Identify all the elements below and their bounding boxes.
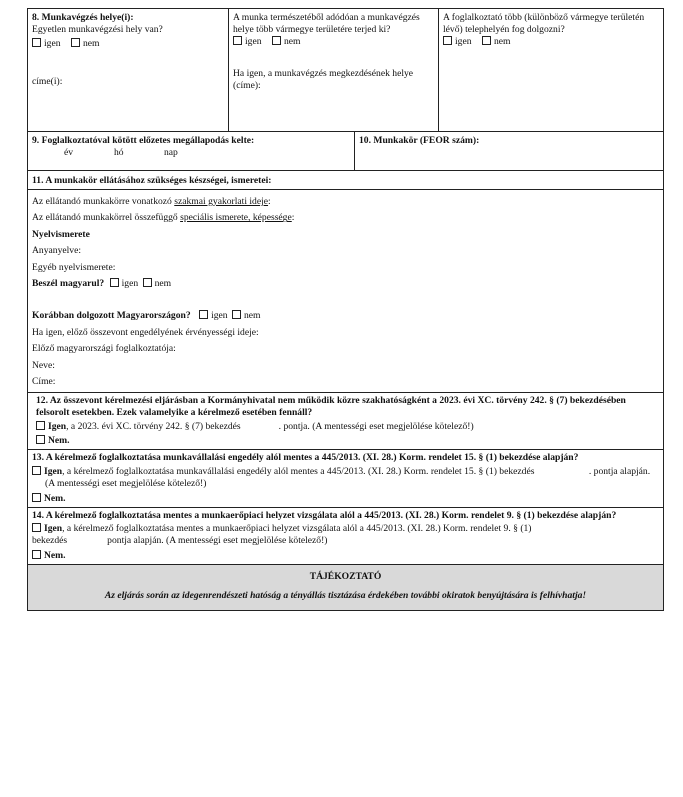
- worked-yes-checkbox[interactable]: [199, 310, 208, 319]
- multi-site-question: A foglalkoztató több (különböző vármegye területén lévő) telephelyén fog dolgozni?: [443, 12, 645, 35]
- s13-no-checkbox[interactable]: [32, 493, 41, 502]
- single-no-label: nem: [82, 37, 100, 49]
- site-no-label: nem: [493, 35, 511, 47]
- speaks-hungarian-question: Beszél magyarul?: [32, 278, 105, 290]
- s13-yes-label: Igen: [44, 466, 63, 478]
- section-10-title: 10. Munkakör (FEOR szám):: [359, 135, 480, 146]
- previous-permit-validity: Ha igen, előző összevont engedélyének érvényességi ideje:: [32, 326, 259, 338]
- feor-cell: [354, 132, 663, 170]
- work-location-cell: [28, 9, 228, 131]
- language-heading: Nyelvismerete: [32, 228, 90, 240]
- previous-employer: Előző magyarországi foglalkoztatója:: [32, 343, 176, 355]
- year-label: év: [64, 146, 74, 158]
- section-13-no-row: [32, 493, 659, 505]
- hungarian-no-checkbox[interactable]: [143, 278, 152, 287]
- worked-no-checkbox[interactable]: [232, 310, 241, 319]
- agreement-date-parts: [32, 147, 350, 159]
- s12-yes-label: Igen: [48, 421, 67, 433]
- day-label: nap: [164, 146, 178, 158]
- s14-no-label: Nem.: [44, 550, 66, 562]
- section-13: [28, 450, 663, 508]
- section-9-10: [28, 132, 663, 171]
- site-yes-checkbox[interactable]: [443, 36, 452, 45]
- speaks-hungarian-row: [32, 276, 659, 292]
- section-14-yes-cont: [32, 535, 659, 547]
- native-language: Anyanyelve:: [32, 245, 82, 257]
- info-text: Az eljárás során az idegenrendészeti hatóság a tényállás tisztázása érdekében további okiratok benyújtására is felhívhatja!: [104, 590, 587, 602]
- special-skills-line: Az ellátandó munkakörrel összefüggő speciális ismerete, képessége:: [32, 212, 295, 224]
- section-14-yes-row: [32, 523, 659, 535]
- s12-no-label: Nem.: [48, 435, 70, 447]
- section-14-title: 14. A kérelmező foglalkoztatása mentes a munkaerőpiaci helyzet vizsgálata alól a 445/2013. (XI. 28.) Korm. rendelet 9. § (1) bekezdése alapján?: [32, 510, 617, 522]
- s13-yes-text: , a kérelmező foglalkoztatása munkavállalási engedély alól mentes a 445/2013. (XI. 28.) Korm. rendelet 15. § (1) bekezdés: [62, 466, 535, 478]
- section-13-title: 13. A kérelmező foglalkoztatása munkavállalási engedély alól mentes a 445/2013. (XI. 28.) Korm. rendelet 15. § (1) bekezdése alapján?: [32, 452, 579, 464]
- multi-start-location: Ha igen, a munkavégzés megkezdésének helye (címe):: [233, 67, 414, 91]
- multi-yes-checkbox[interactable]: [233, 36, 242, 45]
- section-12-yes-row: [36, 421, 659, 433]
- site-yes-label: igen: [455, 35, 472, 47]
- worked-yes-label: igen: [211, 310, 228, 322]
- s13-no-label: Nem.: [44, 493, 66, 505]
- s14-yes-text-a: bekezdés: [32, 535, 68, 547]
- single-location-question: Egyetlen munkavégzési hely van?: [32, 23, 163, 35]
- section-11-body: [28, 190, 663, 393]
- month-label: hó: [114, 146, 124, 158]
- s14-no-checkbox[interactable]: [32, 550, 41, 559]
- s14-yes-text: , a kérelmező foglalkoztatása mentes a munkaerőpiaci helyzet vizsgálata alól a 445/2013. (XI. 28.) Korm. rendelet 9. § (1): [62, 523, 532, 535]
- multi-no-checkbox[interactable]: [272, 36, 281, 45]
- multi-no-label: nem: [283, 35, 301, 47]
- hungarian-yes-checkbox[interactable]: [110, 278, 119, 287]
- previous-employer-address: Címe:: [32, 376, 56, 388]
- worked-in-hungary-question: Korábban dolgozott Magyarországon?: [32, 310, 191, 322]
- single-no-checkbox[interactable]: [71, 38, 80, 47]
- worked-in-hungary-row: [32, 308, 659, 324]
- section-8: [28, 9, 663, 132]
- section-9-title: 9. Foglalkoztatóval kötött előzetes megállapodás kelte:: [32, 135, 255, 146]
- section-12: [28, 393, 663, 450]
- multi-yes-label: igen: [245, 35, 262, 47]
- s12-yes-text: , a 2023. évi XC. törvény 242. § (7) bekezdés: [66, 421, 241, 433]
- multi-site-cell: [438, 9, 663, 131]
- s14-yes-checkbox[interactable]: [32, 523, 41, 532]
- section-13-yes-row: [32, 466, 659, 490]
- s13-yes-checkbox[interactable]: [32, 466, 41, 475]
- info-box: [28, 565, 663, 610]
- multi-county-question: A munka természetéből adódóan a munkavégzés helye több vármegye területére terjed ki?: [233, 12, 420, 35]
- multi-site-options: [443, 36, 659, 48]
- previous-employer-name: Neve:: [32, 359, 55, 371]
- address-label: címe(i):: [32, 75, 63, 87]
- multi-county-cell: [228, 9, 438, 131]
- s14-yes-label: Igen: [44, 523, 63, 535]
- s14-yes-text-b: pontja alapján. (A mentességi eset megjelölése kötelező!): [107, 535, 328, 547]
- section-12-no-row: [36, 435, 659, 447]
- section-14-no-row: [32, 550, 659, 562]
- s12-no-checkbox[interactable]: [36, 435, 45, 444]
- multi-county-options: [233, 36, 434, 48]
- info-title: TÁJÉKOZTATÓ: [309, 571, 382, 583]
- single-location-options: [32, 38, 224, 50]
- section-8-title: 8. Munkavégzés helye(i):: [32, 12, 134, 23]
- worked-no-label: nem: [244, 310, 261, 322]
- hungarian-yes-label: igen: [121, 278, 139, 290]
- agreement-date-cell: [28, 132, 354, 170]
- application-form: [27, 8, 664, 611]
- s12-yes-text-cont: . pontja. (A mentességi eset megjelölése kötelező!): [278, 421, 474, 433]
- hungarian-no-label: nem: [154, 278, 172, 290]
- other-languages: Egyéb nyelvismerete:: [32, 261, 116, 273]
- s12-yes-checkbox[interactable]: [36, 421, 45, 430]
- section-14: [28, 508, 663, 565]
- section-11-title: 11. A munkakör ellátásához szükséges készségei, ismeretei:: [28, 171, 663, 190]
- single-yes-checkbox[interactable]: [32, 38, 41, 47]
- practice-time-line: Az ellátandó munkakörre vonatkozó szakmai gyakorlati ideje:: [32, 196, 271, 207]
- section-12-title: 12. Az összevont kérelmezési eljárásban a Kormányhivatal nem működik közre szakhatóságként a 2023. évi XC. törvény 242. § (7) bekezdésében felsorolt esetekben. Ezek valamelyike a kérelmező esetében fennáll?: [36, 395, 626, 419]
- s13-yes-text-cont: . pontja alapján. (A mentességi eset megjelölése kötelező!): [45, 466, 651, 490]
- site-no-checkbox[interactable]: [482, 36, 491, 45]
- single-yes-label: igen: [44, 37, 61, 49]
